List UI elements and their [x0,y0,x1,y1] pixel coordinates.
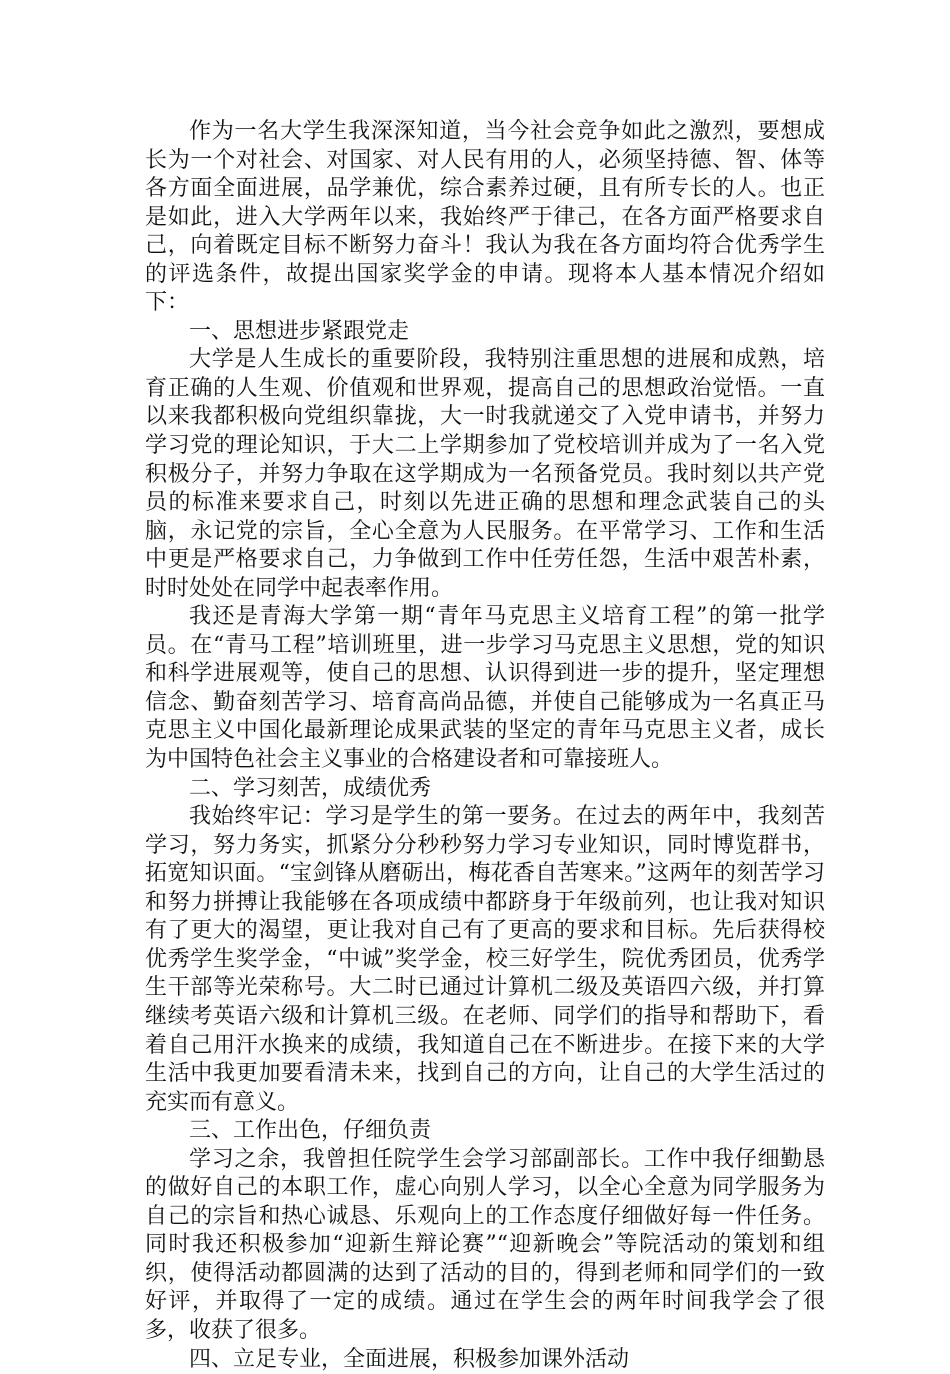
section-heading-activities: 四、立足专业，全面进展，积极参加课外活动 [189,1346,630,1372]
section-heading-ideology: 一、思想进步紧跟党走 [189,318,410,344]
ideology-paragraph-1: 大学是人生成长的重要阶段，我特别注重思想的进展和成熟，培育正确的人生观、价值观和世界观，提高自己的思想政治觉悟。一直以来我都积极向党组织靠拢，大一时我就递交了入党申请书，并努力学习党的理论知识，于大二上学期参加了党校培训并成为了一名入党积极分子，并努力争取在这学期成为一名预备党员。我时刻以共产党员的标准来要求自己，时刻以先进正确的思想和理念武装自己的头脑，永记党的宗旨，全心全意为人民服务。在平常学习、工作和生活中更是严格要求自己，力争做到工作中任劳任怨，生活中艰苦朴素，时时处处在同学中起表率作用。 [145,347,825,601]
document-body [145,118,825,1374]
intro-paragraph: 作为一名大学生我深深知道，当今社会竞争如此之激烈，要想成长为一个对社会、对国家、对人民有用的人，必须坚持德、智、体等各方面全面进展，品学兼优，综合素养过硬，且有所专长的人。也正是如此，进入大学两年以来，我始终严于律己，在各方面严格要求自己，向着既定目标不断努力奋斗！我认为我在各方面均符合优秀学生的评选条件，故提出国家奖学金的申请。现将本人基本情况介绍如下： [145,119,825,316]
section-heading-study: 二、学习刻苦，成绩优秀 [189,775,432,801]
ideology-paragraph-2: 我还是青海大学第一期“青年马克思主义培育工程”的第一批学员。在“青马工程”培训班里，进一步学习马克思主义思想，党的知识和科学进展观等，使自己的思想、认识得到进一步的提升，坚定理想信念、勤奋刻苦学习、培育高尚品德，并使自己能够成为一名真正马克思主义中国化最新理论成果武装的坚定的青年马克思主义者，成长为中国特色社会主义事业的合格建设者和可靠接班人。 [145,604,825,773]
section-heading-work: 三、工作出色，仔细负责 [189,1118,432,1144]
work-paragraph: 学习之余，我曾担任院学生会学习部副部长。工作中我仔细勤恳的做好自己的本职工作，虚心向别人学习，以全心全意为同学服务为自己的宗旨和热心诚恳、乐观向上的工作态度仔细做好每一件任务。同时我还积极参加“迎新生辩论赛”“迎新晚会”等院活动的策划和组织，使得活动都圆满的达到了活动的目的，得到老师和同学们的一致好评，并取得了一定的成绩。通过在学生会的两年时间我学会了很多，收获了很多。 [145,1146,825,1343]
study-paragraph: 我始终牢记：学习是学生的第一要务。在过去的两年中，我刻苦学习，努力务实，抓紧分分秒秒努力学习专业知识，同时博览群书，拓宽知识面。“宝剑锋从磨砺出，梅花香自苦寒来。”这两年的刻苦学习和努力拼搏让我能够在各项成绩中都跻身于年级前列，也让我对知识有了更大的渴望，更让我对自己有了更高的要求和目标。先后获得校优秀学生奖学金，“中诚”奖学金，校三好学生，院优秀团员，优秀学生干部等光荣称号。大二时已通过计算机二级及英语四六级，并打算继续考英语六级和计算机三级。在老师、同学们的指导和帮助下，看着自己用汗水换来的成绩，我知道自己在不断进步。在接下来的大学生活中我更加要看清未来，找到自己的方向，让自己的大学生活过的充实而有意义。 [145,804,825,1115]
